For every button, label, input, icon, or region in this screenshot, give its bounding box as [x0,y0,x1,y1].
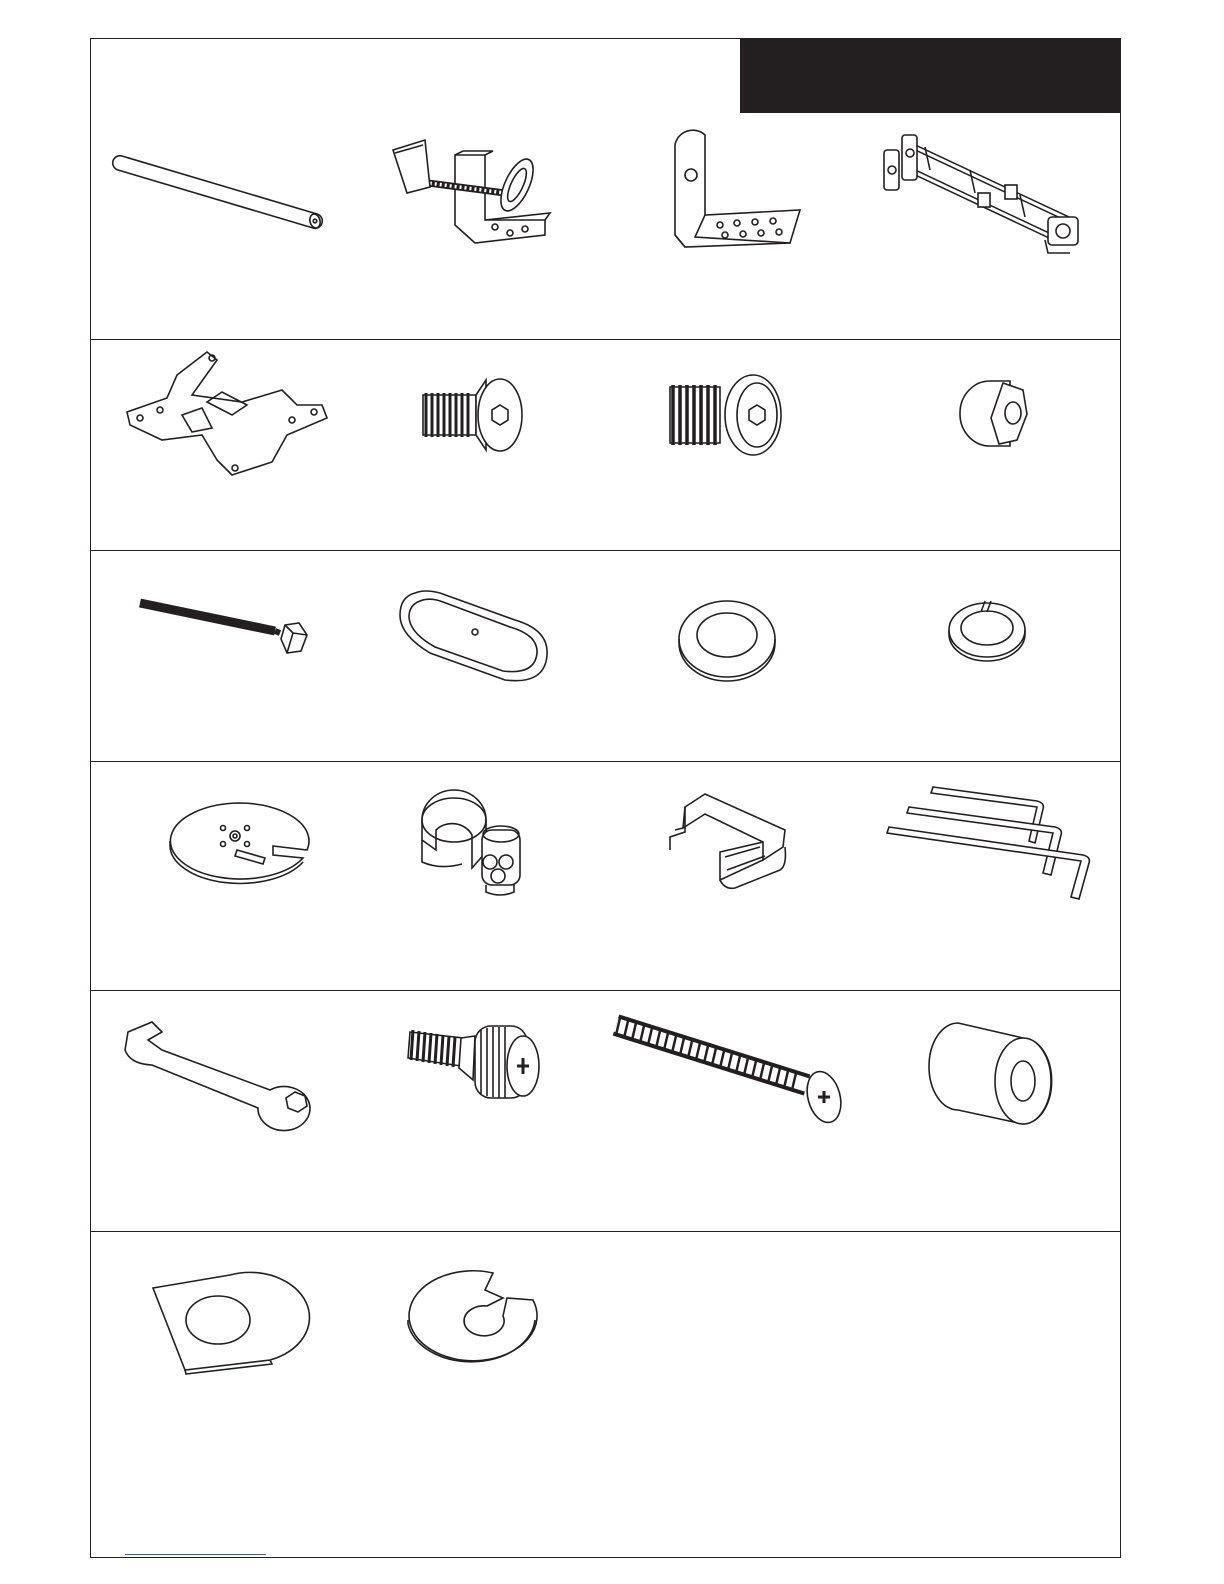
spring-washer-icon [945,598,1030,663]
row-divider [90,990,1121,991]
articulating-arm-icon [870,125,1095,260]
thumb-screw-icon [405,1018,545,1113]
row-divider [90,761,1121,762]
wrench-icon [120,1020,320,1120]
pole-icon [112,150,332,230]
allen-keys-icon [885,785,1100,905]
row-divider [90,550,1121,551]
angle-bracket-icon [665,125,810,250]
flat-head-screw-icon [418,375,528,455]
vesa-plate-icon [122,350,332,480]
d-washer-icon [150,1270,290,1375]
footer-link-underline[interactable] [125,1554,266,1555]
cable-clamp-icon [665,792,790,892]
row-divider [90,1231,1121,1232]
oval-plate-icon [395,585,555,685]
button-head-screw-icon [665,375,785,460]
row-divider [90,339,1121,340]
long-screw-icon [612,1015,847,1130]
slotted-disc-icon [165,800,315,885]
spacer-icon [928,1018,1058,1128]
flat-washer-icon [675,595,780,680]
c-washer-icon [405,1268,540,1368]
hex-bolt-icon [135,595,310,665]
desk-clamp-icon [385,125,560,255]
cable-clip-icon [410,790,530,900]
cap-nut-icon [955,378,1035,450]
header-bar [740,38,1121,113]
